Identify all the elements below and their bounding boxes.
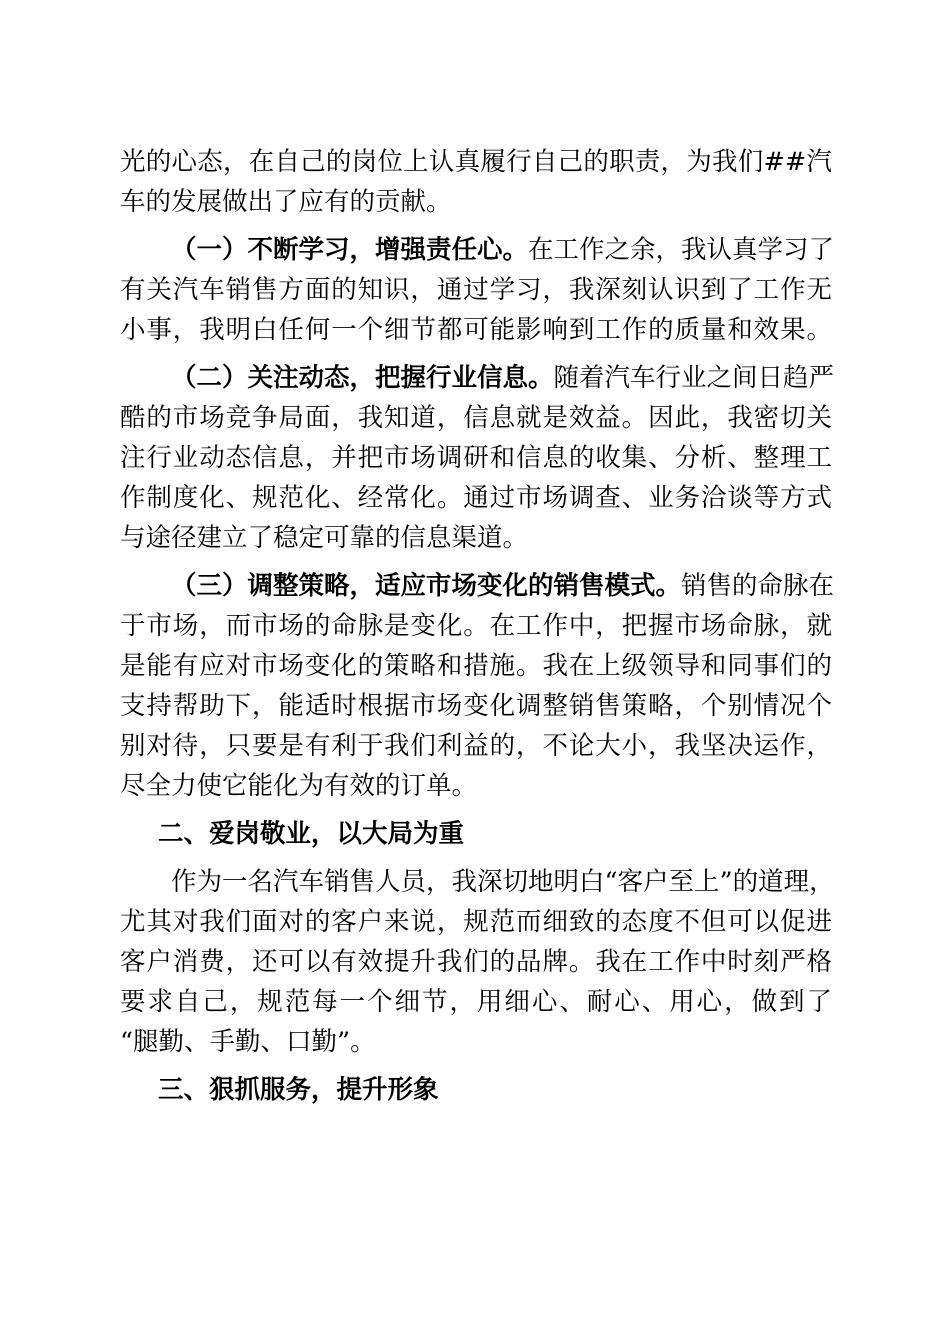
text-line: 小事，我明白任何一个细节都可能影响到工作的质量和效果。	[120, 315, 832, 345]
section-heading-2: 二、爱岗敬业，以大局为重	[158, 819, 465, 849]
text-line: 作为一名汽车销售人员，我深切地明白“客户至上”的道理，	[171, 867, 835, 897]
text-line: 车的发展做出了应有的贡献。	[120, 187, 452, 217]
text-line: 作制度化、规范化、经常化。通过市场调查、业务洽谈等方式	[120, 483, 832, 513]
section-heading-3: 三、狠抓服务，提升形象	[158, 1075, 439, 1105]
text-line: 与途径建立了稳定可靠的信息渠道。	[120, 523, 529, 553]
text-line: 光的心态，在自己的岗位上认真履行自己的职责，为我们##汽	[120, 147, 832, 177]
paragraph-dedication	[120, 862, 835, 1062]
paragraph-lead: （三）调整策略，适应市场变化的销售模式。	[171, 571, 682, 601]
text-line: 别对待，只要是有利于我们利益的，不论大小，我坚决运作，	[120, 731, 832, 761]
paragraph-learning	[120, 230, 835, 350]
text-line: 尤其对我们面对的客户来说，规范而细致的态度不但可以促进	[120, 907, 832, 937]
paragraph-lead: （一）不断学习，增强责任心。	[171, 235, 529, 265]
text-line: 支持帮助下，能适时根据市场变化调整销售策略，个别情况个	[120, 691, 832, 721]
text-line: “腿勤、手勤、口勤”。	[120, 1027, 376, 1057]
paragraph-strategy	[120, 566, 835, 806]
paragraph-lead: （二）关注动态，把握行业信息。	[171, 363, 554, 393]
text-line	[120, 358, 835, 398]
text-line: 客户消费，还可以有效提升我们的品牌。我在工作中时刻严格	[120, 947, 832, 977]
text-run: 销售的命脉在	[681, 571, 835, 601]
text-line: 有关汽车销售方面的知识，通过学习，我深刻认识到了工作无	[120, 275, 832, 305]
text-line: 要求自己，规范每一个细节，用细心、耐心、用心，做到了	[120, 987, 832, 1017]
paragraph-industry-info	[120, 358, 835, 558]
text-line: 是能有应对市场变化的策略和措施。我在上级领导和同事们的	[120, 651, 832, 681]
document-page	[120, 142, 835, 1110]
text-line: 尽全力使它能化为有效的订单。	[120, 771, 478, 801]
text-line: 酷的市场竞争局面，我知道，信息就是效益。因此，我密切关	[120, 403, 832, 433]
text-line: 注行业动态信息，并把市场调研和信息的收集、分析、整理工	[120, 443, 832, 473]
text-run: 在工作之余，我认真学习了	[528, 235, 835, 265]
text-line	[120, 566, 835, 606]
text-line: 于市场，而市场的命脉是变化。在工作中，把握市场命脉，就	[120, 611, 832, 641]
paragraph-continuation	[120, 142, 832, 222]
text-line	[120, 230, 835, 270]
text-run: 随着汽车行业之间日趋严	[553, 363, 835, 393]
